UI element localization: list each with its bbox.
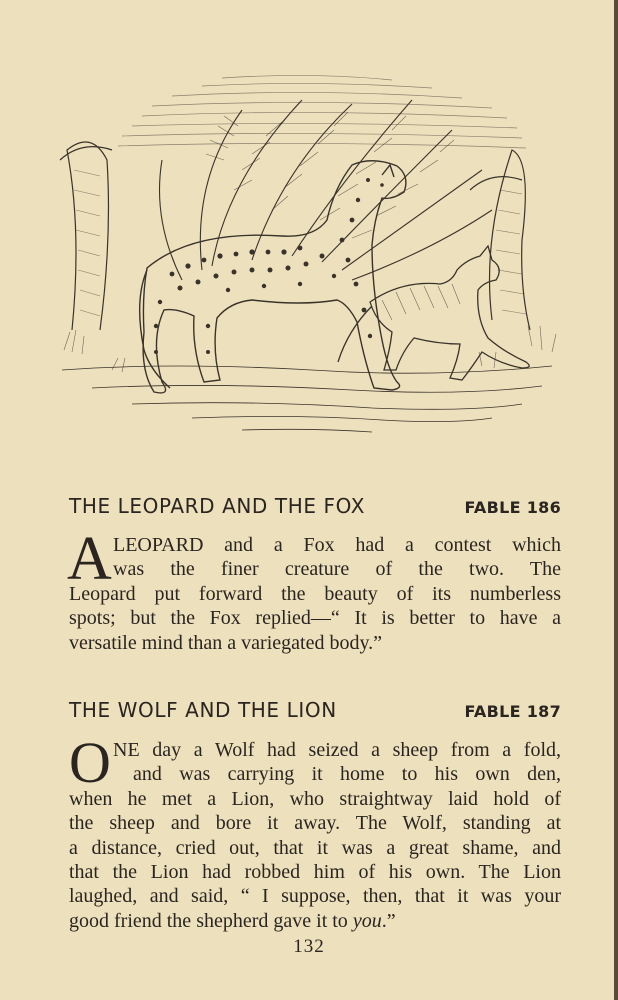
sky-hatching [118, 75, 526, 148]
text-line: when he met a Lion, who straightway laid hold of [69, 787, 561, 810]
closing-quote: .” [381, 909, 396, 932]
italic-word: you [352, 909, 382, 932]
fable-heading [69, 698, 561, 722]
fable-heading [69, 494, 561, 518]
text-line: NE day a Wolf had seized a sheep from a fold, [113, 739, 561, 761]
grass-tufts [64, 326, 556, 372]
fable-text [69, 730, 561, 933]
text-line: spots; but the Fox replied—“ It is better to have a [69, 607, 561, 630]
text-line-start: good friend the shepherd gave it to [69, 909, 348, 932]
text-line: versatile mind than a variegated body.” [69, 631, 383, 654]
leopard-and-fox-engraving [52, 70, 564, 440]
fable-title: THE WOLF AND THE LION [69, 698, 337, 722]
leopard-spots [154, 178, 384, 354]
leopard [140, 161, 406, 393]
text-line: the sheep and bore it away. The Wolf, standing at [69, 812, 561, 835]
text-line: laughed, and said, “ I suppose, then, that it was your [69, 885, 561, 908]
fable-text [67, 525, 561, 655]
page-spine-edge [614, 0, 618, 1000]
fern-fronds [160, 100, 493, 280]
text-line-final [69, 909, 561, 933]
fern-leaflets [206, 112, 454, 238]
drop-cap: A [67, 525, 112, 593]
page-number: 132 [293, 936, 325, 957]
ground-lines [62, 366, 552, 432]
text-line: LEOPARD and a Fox had a contest which [113, 534, 561, 556]
fable-number: FABLE 187 [464, 702, 561, 721]
drop-cap: O [69, 730, 111, 795]
text-line: and was carrying it home to his own den, [133, 763, 561, 786]
fox [338, 246, 529, 380]
fable-title: THE LEOPARD AND THE FOX [69, 494, 366, 518]
text-line: Leopard put forward the beauty of its numberless [69, 582, 561, 605]
fable-number: FABLE 186 [464, 498, 561, 517]
tree-hatching [74, 170, 526, 316]
text-line: a distance, cried out, that it was a great shame, and [69, 836, 561, 859]
text-line: was the finer creature of the two. The [113, 558, 561, 581]
text-line: that the Lion had robbed him of his own. The Lion [69, 860, 561, 883]
